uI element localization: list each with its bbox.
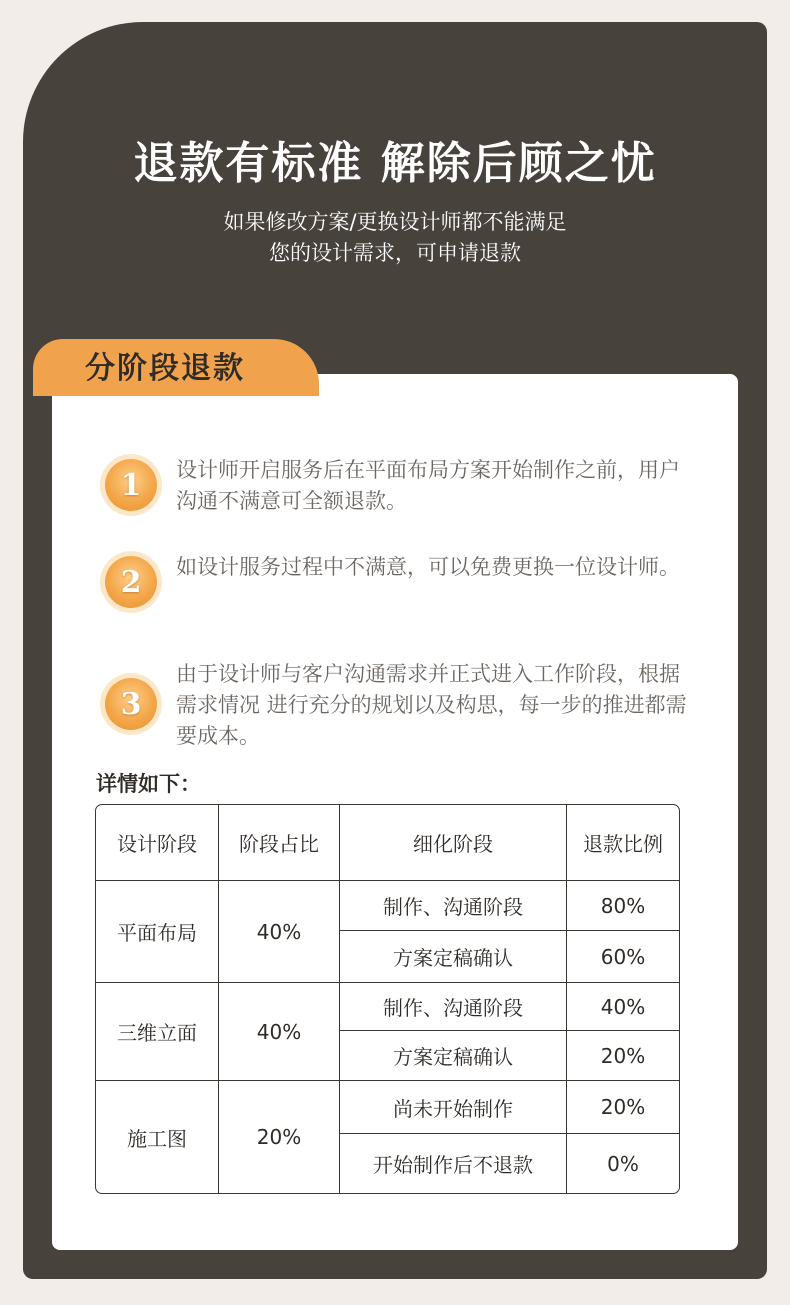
table-cell-substage: 开始制作后不退款	[373, 1153, 533, 1177]
table-cell-refund: 60%	[600, 944, 646, 969]
table-cell-refund: 0%	[607, 1151, 639, 1176]
table-cell-substage: 方案定稿确认	[393, 946, 513, 970]
details-label: 详情如下：	[96, 772, 201, 796]
table-cell-stage: 施工图	[127, 1126, 187, 1151]
table-cell-stage: 三维立面	[117, 1021, 197, 1045]
table-cell-share: 20%	[256, 1125, 302, 1149]
step-2-text: 如设计服务过程中不满意，可以免费更换一位设计师。	[176, 555, 680, 579]
table-cell-substage: 制作、沟通阶段	[383, 895, 523, 919]
table-header-substage: 细化阶段	[413, 832, 493, 856]
table-header-stage: 设计阶段	[117, 832, 197, 856]
table-cell-share: 40%	[256, 1019, 302, 1044]
table-cell-share: 40%	[256, 919, 302, 944]
step-3-text: 由于设计师与客户沟通需求并正式进入工作阶段，根据需求情况 进行充分的规划以及构思，每一步的推进都需要成本。	[176, 662, 687, 748]
table-cell-stage: 平面布局	[117, 921, 197, 945]
table-cell-substage: 制作、沟通阶段	[383, 996, 523, 1020]
step-2-number-icon: 2	[105, 556, 157, 608]
table-cell-refund: 20%	[600, 1095, 646, 1119]
section-tag: 分阶段退款	[33, 339, 319, 396]
refund-ratio-table	[95, 804, 680, 1194]
subtitle-line-1: 如果修改方案/更换设计师都不能满足	[223, 210, 567, 234]
step-1-number-icon: 1	[105, 459, 157, 511]
table-cell-refund: 40%	[600, 994, 646, 1019]
step-1-text: 设计师开启服务后在平面布局方案开始制作之前，用户沟通不满意可全额退款。	[176, 458, 680, 513]
page-title: 退款有标准 解除后顾之忧	[133, 138, 657, 189]
table-header-refund: 退款比例	[583, 832, 663, 856]
step-3-number-icon: 3	[105, 678, 157, 730]
table-cell-refund: 80%	[600, 893, 646, 918]
table-header-share: 阶段占比	[239, 832, 319, 856]
table-cell-substage: 尚未开始制作	[393, 1096, 513, 1121]
table-cell-refund: 20%	[600, 1043, 646, 1068]
subtitle-line-2: 您的设计需求，可申请退款	[269, 241, 521, 265]
table-cell-substage: 方案定稿确认	[393, 1045, 513, 1069]
